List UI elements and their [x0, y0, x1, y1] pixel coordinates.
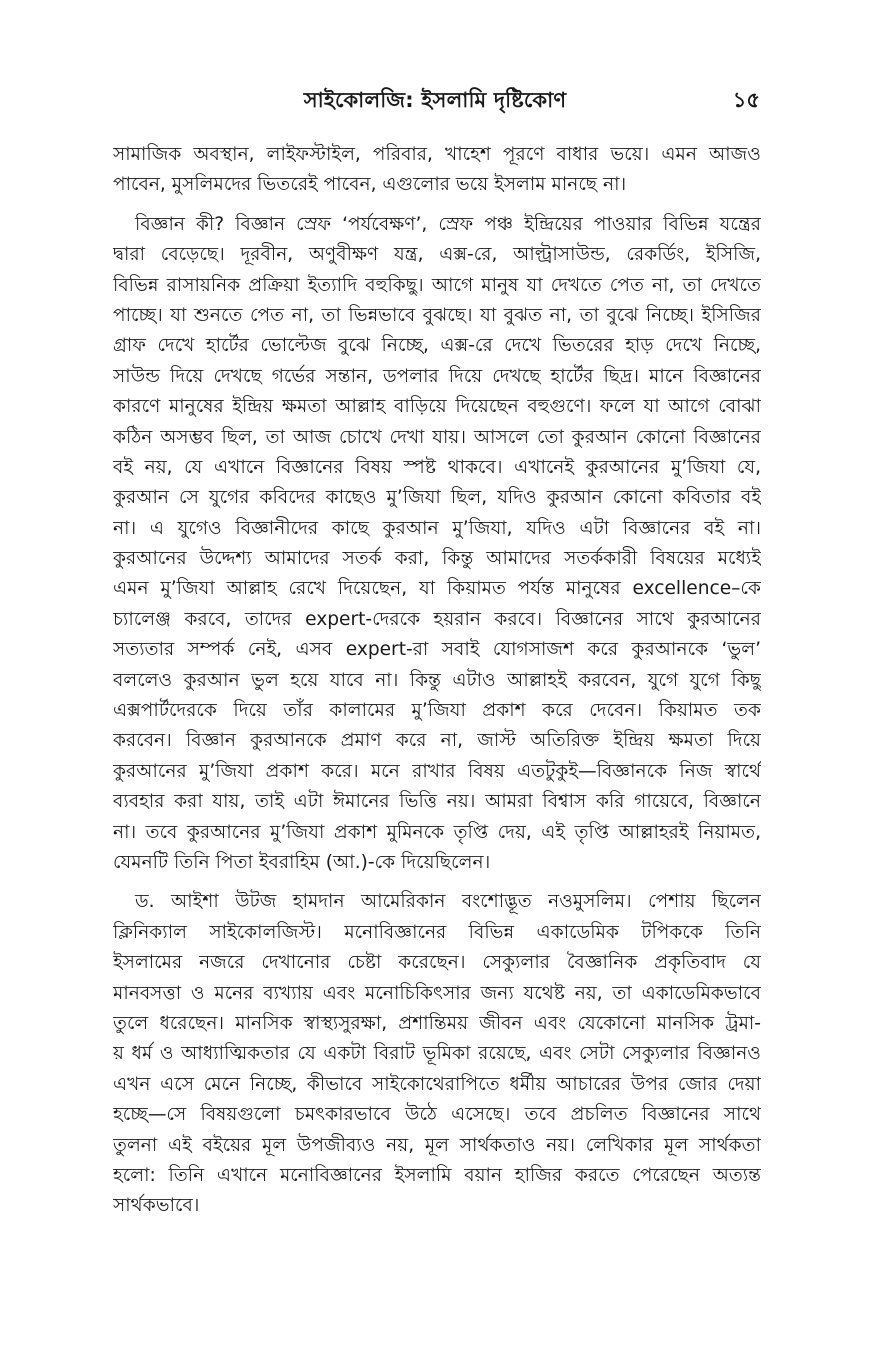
text-line: কুরআন সে যুগের কবিদের কাছেও মু’জিযা ছিল, যদিও কুরআন কোনো কবিতার বই [113, 487, 761, 509]
text-line: এক্সপার্টদেরকে দিয়ে তাঁর কালামের মু’জিযা প্রকাশ করে দেবেন। কিয়ামত তক [113, 700, 761, 722]
text-line: বিজ্ঞান কী? বিজ্ঞান স্রেফ ‘পর্যবেক্ষণ’, স্রেফ পঞ্চ ইন্দ্রিয়ের পাওয়ার বিভিন্ন যন্ত্রের [135, 213, 761, 235]
text-line: যেমনটি তিনি পিতা ইবরাহিম (আ.)-কে দিয়েছিলেন। [113, 851, 491, 873]
text-line: সামাজিক অবস্থান, লাইফস্টাইল, পরিবার, খাহেশ পূরণে বাধার ভয়ে। এমন আজও [113, 144, 761, 165]
text-line: য় ধর্ম ও আধ্যাত্মিকতার যে একটা বিরাট ভূমিকা রয়েছে, এবং সেটা সেক্যুলার বিজ্ঞানও [113, 1043, 761, 1065]
text-line: সাউন্ড দিয়ে দেখছে গর্ভের সন্তান, ডপলার দিয়ে দেখছে হার্টের ছিদ্র। মানে বিজ্ঞানের [113, 365, 761, 387]
text-line: বিভিন্ন রাসায়নিক প্রক্রিয়া ইত্যাদি বহুকিছু। আগে মানুষ যা দেখতে পেত না, তা দেখতে [113, 274, 761, 296]
text-line: পাবেন, মুসলিমদের ভিতরেই পাবেন, এগুলোর ভয়ে ইসলাম মানছে না। [113, 174, 627, 196]
text-line: এখন এসে মেনে নিচ্ছে, কীভাবে সাইকোথেরাপিতে ধর্মীয় আচারের উপর জোর দেয়া [113, 1073, 761, 1095]
paragraph-3 [113, 887, 761, 1221]
text-line: ক্লিনিক্যাল সাইকোলজিস্ট। মনোবিজ্ঞানের বিভিন্ন একাডেমিক টপিককে তিনি [113, 921, 761, 943]
paragraph-2 [113, 210, 761, 879]
text-line: করবেন। বিজ্ঞান কুরআনকে প্রমাণ করে না, জাস্ট অতিরিক্ত ইন্দ্রিয় ক্ষমতা দিয়ে [113, 730, 761, 752]
text-line: ব্যবহার করা যায়, তাই এটা ঈমানের ভিত্তি নয়। আমরা বিশ্বাস করি গায়েবে, বিজ্ঞানে [113, 791, 761, 813]
text-line: মানবসত্তা ও মনের ব্যখ্যায় এবং মনোচিকিৎসার জন্য যথেষ্ট নয়, তা একাডেমিকভাবে [113, 982, 761, 1004]
running-header [110, 82, 760, 118]
text-line: হলো: তিনি এখানে মনোবিজ্ঞানের ইসলামি বয়ান হাজির করতে পেরেছেন অত্যন্ত [113, 1164, 761, 1186]
text-line: ড. আইশা উটজ হামদান আমেরিকান বংশোদ্ভূত নওমুসলিম। পেশায় ছিলেন [135, 891, 761, 913]
text-line: চ্যালেঞ্জ করবে, তাদের expert-দেরকে হয়রান করবে। বিজ্ঞানের সাথে কুরআনের [113, 608, 761, 630]
text-line: বললেও কুরআন ভুল হয়ে যাবে না। কিন্তু এটাও আল্লাহই করবেন, যুগে যুগে কিছু [113, 669, 761, 691]
text-line: না। তবে কুরআনের মু’জিযা প্রকাশ মুমিনকে তৃপ্তি দেয়, এই তৃপ্তি আল্লাহরই নিয়ামত, [113, 821, 761, 843]
text-line: তুলনা এই বইয়ের মূল উপজীব্যও নয়, মূল সার্থকতাও নয়। লেখিকার মূল সার্থকতা [113, 1134, 761, 1156]
text-line: না। এ যুগেও বিজ্ঞানীদের কাছে কুরআন মু’জিযা, যদিও এটা বিজ্ঞানের বই না। [113, 517, 761, 539]
text-line: হচ্ছে—সে বিষয়গুলো চমৎকারভাবে উঠে এসেছে। তবে প্রচলিত বিজ্ঞানের সাথে [113, 1104, 761, 1126]
paragraph-1 [113, 140, 761, 201]
text-line: তুলে ধরেছেন। মানসিক স্বাস্থ্যসুরক্ষা, প্রশান্তিময় জীবন এবং যেকোনো মানসিক ট্রমা- [113, 1012, 761, 1034]
text-line: কুরআনের মু’জিযা প্রকাশ করে। মনে রাখার বিষয় এতটুকুই—বিজ্ঞানকে নিজ স্বার্থে [113, 760, 761, 782]
body-text [113, 140, 761, 1222]
text-line: গ্রাফ দেখে হার্টের ভোল্টেজ বুঝে নিচ্ছে, এক্স-রে দেখে ভিতরের হাড় দেখে নিচ্ছে, [113, 335, 761, 357]
page-number: ১৫ [732, 88, 760, 112]
text-line: দ্বারা বেড়েছে। দূরবীন, অণুবীক্ষণ যন্ত্র, এক্স-রে, আল্ট্রাসাউন্ড, রেকর্ডিং, ইসিজি, [113, 244, 761, 266]
text-line: কারণে মানুষের ইন্দ্রিয় ক্ষমতা আল্লাহ বাড়িয়ে দিয়েছেন বহুগুণে। ফলে যা আগে বোঝা [113, 396, 761, 418]
text-line: এমন মু’জিযা আল্লাহ রেখে দিয়েছেন, যা কিয়ামত পর্যন্ত মানুষের excellence–কে [113, 578, 761, 600]
text-line: ইসলামের নজরে দেখানোর চেষ্টা করেছেন। সেক্যুলার বৈজ্ঞানিক প্রকৃতিবাদ যে [113, 952, 761, 974]
text-line: পাচ্ছে। যা শুনতে পেত না, তা ভিন্নভাবে বুঝছে। যা বুঝত না, তা বুঝে নিচ্ছে। ইসিজির [113, 304, 761, 326]
text-line: কুরআনের উদ্দেশ্য আমাদের সতর্ক করা, কিন্তু আমাদের সতর্ককারী বিষয়ের মধ্যেই [113, 548, 761, 570]
running-title: সাইকোলজি: ইসলামি দৃষ্টিকোণ [303, 88, 567, 112]
text-line: সত্যতার সম্পর্ক নেই, এসব expert-রা সবাই যোগসাজশ করে কুরআনকে ‘ভুল’ [113, 639, 761, 661]
text-line: বই নয়, যে এখানে বিজ্ঞানের বিষয় স্পষ্ট থাকবে। এখানেই কুরআনের মু’জিযা যে, [113, 456, 761, 478]
text-line: কঠিন অসম্ভব ছিল, তা আজ চোখে দেখা যায়। আসলে তো কুরআন কোনো বিজ্ঞানের [113, 426, 761, 448]
text-line: সার্থকভাবে। [113, 1195, 200, 1217]
